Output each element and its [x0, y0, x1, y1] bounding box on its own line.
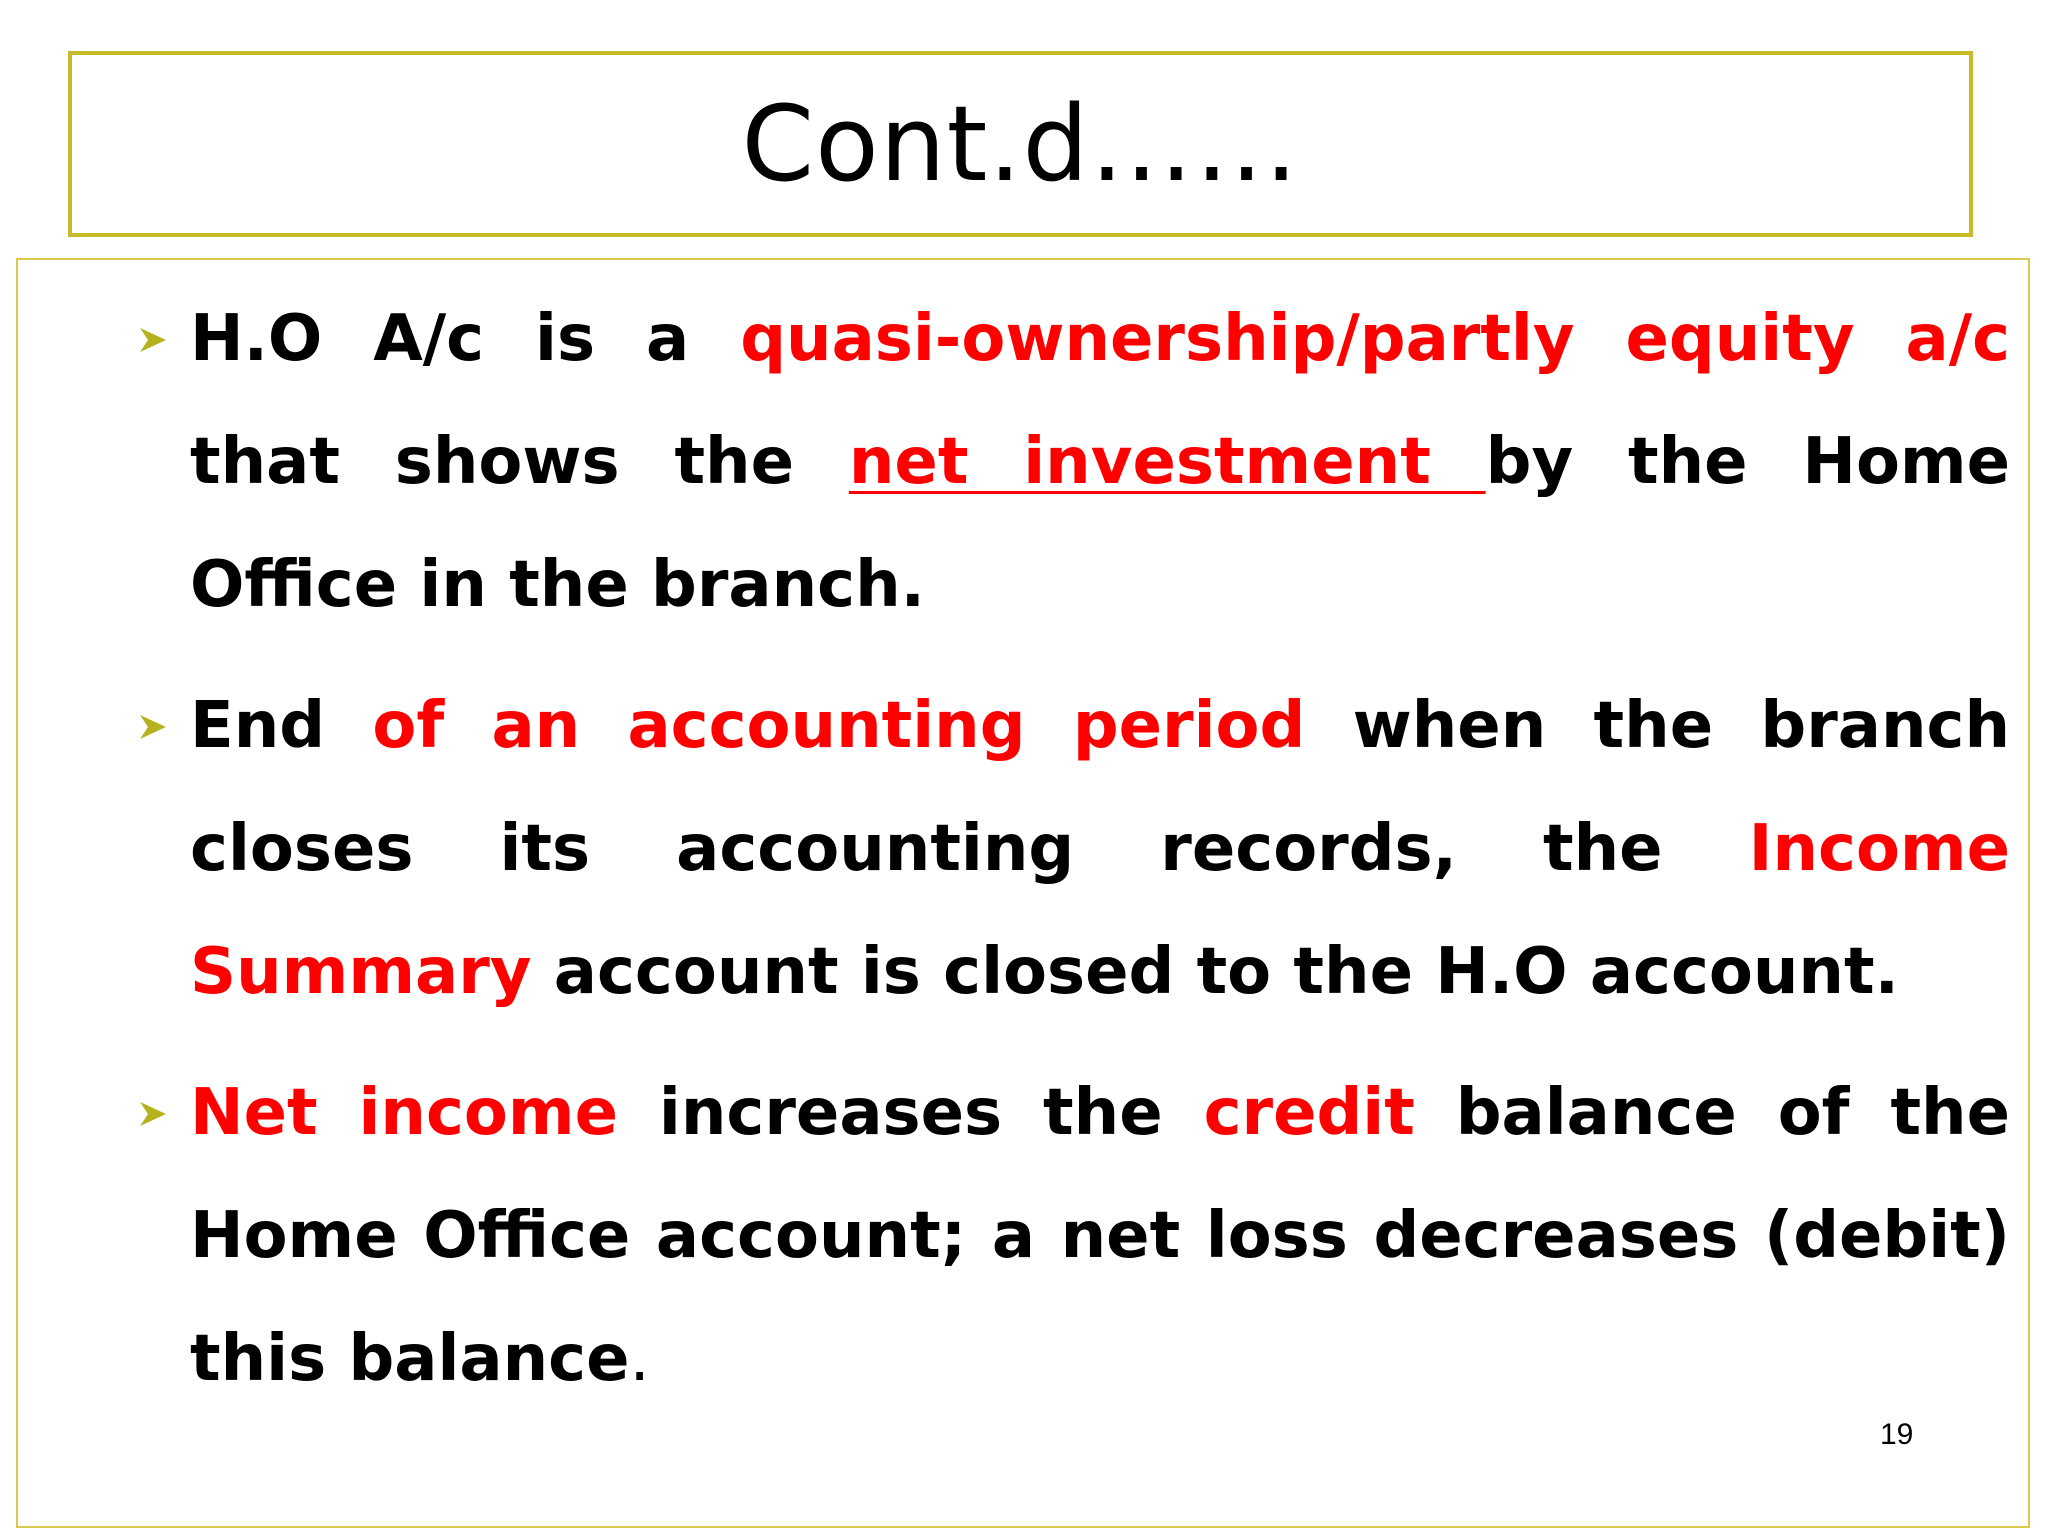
arrow-bullet-icon: [138, 1052, 174, 1175]
arrow-bullet-icon: [138, 665, 174, 788]
bullet-item-3: [190, 1052, 2010, 1421]
bullet-1-text-c: by the Home Office in the branch.: [190, 425, 2011, 622]
bullet-3-period: .: [629, 1322, 650, 1396]
bullet-2-text-a: End: [190, 689, 373, 763]
bullet-1-highlight-quasi-ownership: quasi-ownership/partly equity a/c: [740, 302, 2011, 376]
bullet-3-text-b: balance of the Home Office account; a net loss decreases (debit) this balance: [190, 1076, 2011, 1396]
bullet-2-text-c: account is closed to the H.O account.: [531, 935, 1899, 1009]
arrow-bullet-icon: [138, 278, 174, 401]
slide-title: Cont.d……: [741, 83, 1300, 205]
bullet-2-highlight-accounting-period: of an accounting period: [372, 689, 1306, 763]
bullet-1-text-b: that shows the: [190, 425, 849, 499]
page-number: 19: [1880, 1418, 1914, 1451]
bullet-item-1: [190, 278, 2010, 647]
bullet-3-text-a: increases the: [618, 1076, 1204, 1150]
bullet-3-highlight-credit: credit: [1203, 1076, 1415, 1150]
bullet-2-highlight-income-summary: Income Summary: [190, 812, 2010, 1009]
bullet-1-text-a: H.O A/c is a: [190, 302, 741, 376]
bullet-item-2: [190, 665, 2010, 1034]
title-frame: [68, 51, 1973, 237]
bullet-3-highlight-net-income: Net income: [190, 1076, 618, 1150]
bullet-2-text-b: when the branch closes its accounting records, the: [190, 689, 2011, 886]
bullet-1-highlight-net-investment: net investment: [848, 425, 1486, 499]
